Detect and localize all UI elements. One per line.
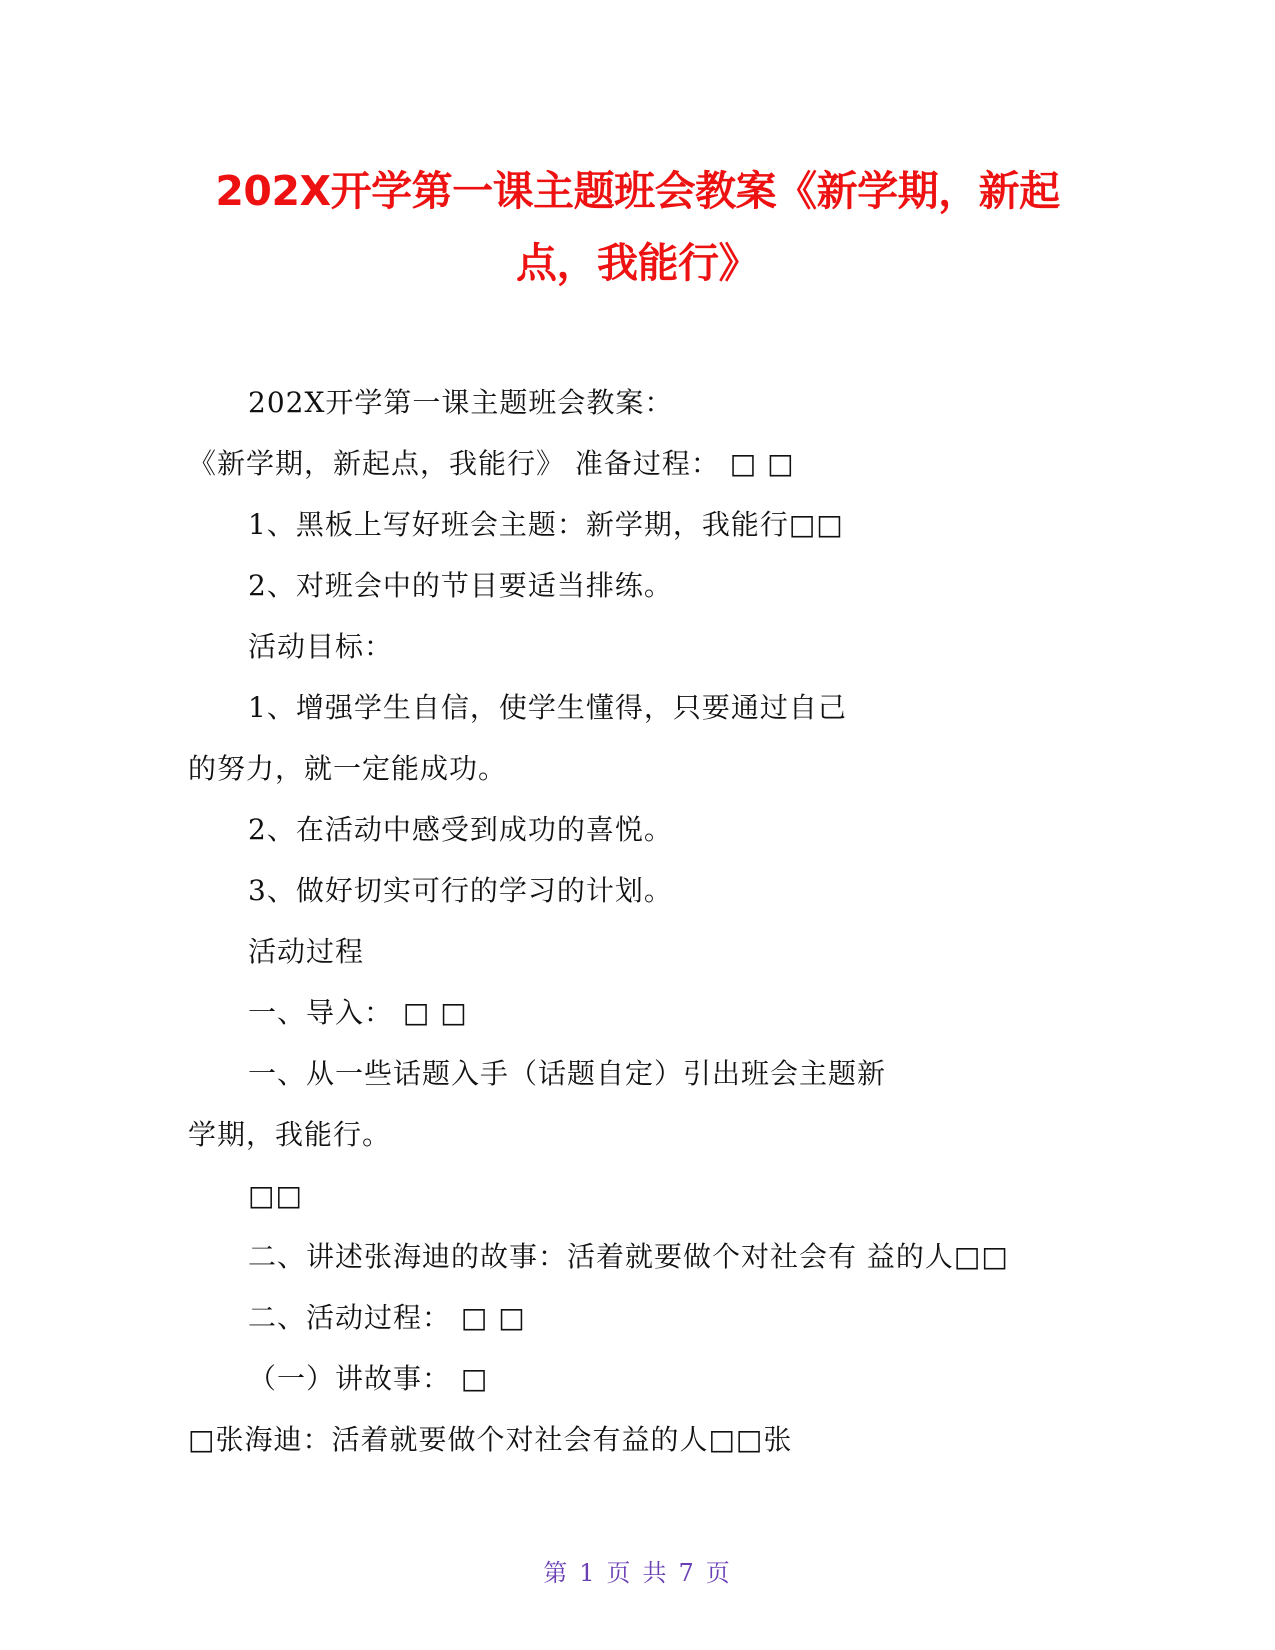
document-title bbox=[150, 155, 1125, 299]
paragraph-line: □张海迪：活着就要做个对社会有益的人□□张 bbox=[188, 1423, 793, 1456]
paragraph-line: 2、在活动中感受到成功的喜悦。 bbox=[248, 813, 673, 846]
paragraph-line: 2、对班会中的节目要适当排练。 bbox=[248, 569, 673, 602]
footer-current-page: 1 bbox=[579, 1559, 597, 1587]
footer-label-page: 第 bbox=[543, 1559, 570, 1587]
paragraph-line: □□ bbox=[248, 1179, 303, 1212]
paragraph-line: 活动过程 bbox=[248, 935, 365, 968]
paragraph-line: 二、活动过程： □ □ bbox=[248, 1301, 526, 1334]
title-line-1: 202X开学第一课主题班会教案《新学期，新起 bbox=[215, 167, 1060, 215]
paragraph-line: 二、讲述张海迪的故事：活着就要做个对社会有 益的人□□ bbox=[248, 1240, 1009, 1273]
paragraph-line: 的努力，就一定能成功。 bbox=[188, 752, 508, 785]
paragraph-line: 3、做好切实可行的学习的计划。 bbox=[248, 874, 673, 907]
footer-label-total: 共 bbox=[642, 1559, 669, 1587]
paragraph-line: 一、导入： □ □ bbox=[248, 996, 468, 1029]
page-footer bbox=[0, 1553, 1275, 1588]
paragraph-line: 202X开学第一课主题班会教案： bbox=[248, 386, 674, 419]
footer-label-page-unit: 页 bbox=[606, 1559, 633, 1587]
paragraph-line: 活动目标： bbox=[248, 630, 394, 663]
footer-label-total-unit: 页 bbox=[705, 1559, 732, 1587]
document-body bbox=[188, 372, 1088, 1470]
title-line-2: 点，我能行》 bbox=[516, 239, 759, 287]
paragraph-line: 1、黑板上写好班会主题：新学期，我能行□□ bbox=[248, 508, 844, 541]
paragraph-line: 学期，我能行。 bbox=[188, 1118, 392, 1151]
paragraph-line: 《新学期，新起点，我能行》 准备过程： □ □ bbox=[188, 447, 795, 480]
paragraph-line: （一）讲故事： □ bbox=[248, 1362, 489, 1395]
paragraph-line: 一、从一些话题入手（话题自定）引出班会主题新 bbox=[248, 1057, 887, 1090]
footer-total-pages: 7 bbox=[678, 1559, 696, 1587]
paragraph-line: 1、增强学生自信，使学生懂得，只要通过自己 bbox=[248, 691, 847, 724]
